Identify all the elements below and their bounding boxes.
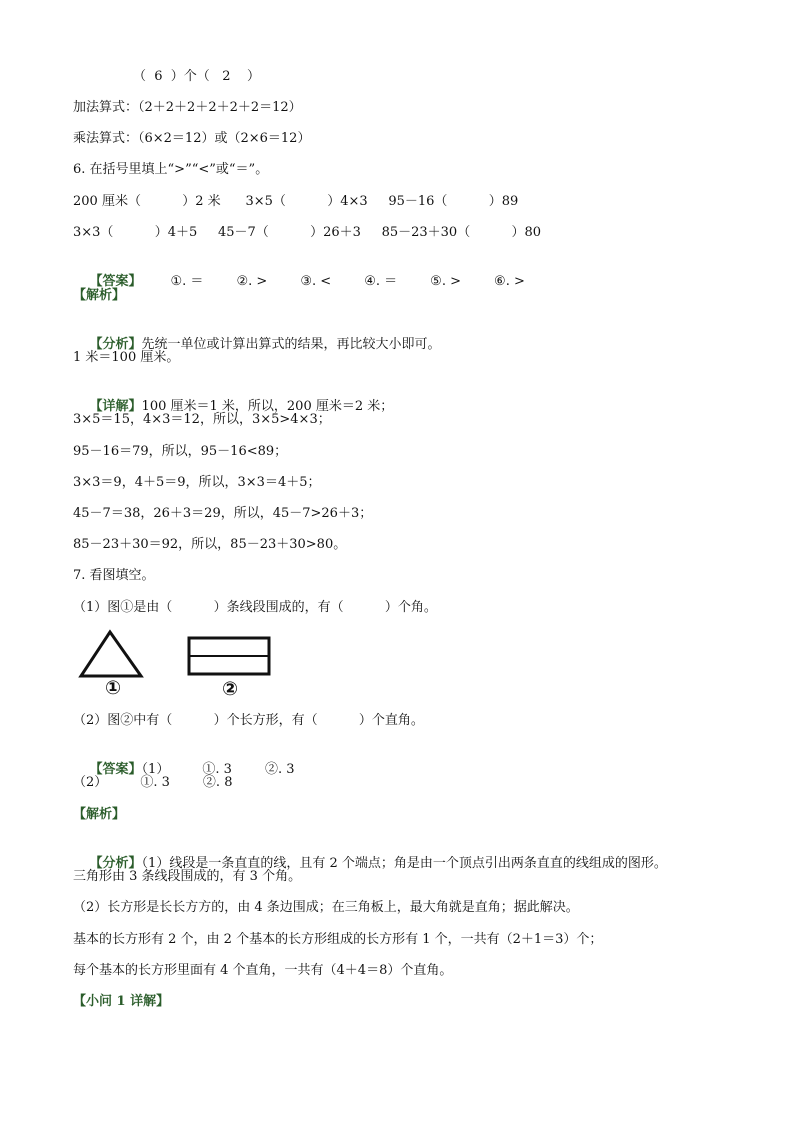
- answer-groups: （ 6 ）个（ 2 ）: [133, 69, 260, 84]
- addition-formula: 加法算式：（2＋2＋2＋2＋2＋2＝12）: [73, 100, 302, 115]
- fenxi-tag: 【分析】: [89, 337, 142, 352]
- q7-answer-1-text: （1） ①. 3 ②. 3: [141, 762, 295, 777]
- question-6-title: 6. 在括号里填上“>”“<”或“＝”。: [73, 162, 269, 177]
- q7-answer-2: （2） ①. 3 ②. 8: [73, 775, 233, 790]
- sub-question-1-detail-tag: 【小问 1 详解】: [73, 994, 170, 1009]
- q6-analysis: [73, 318, 441, 352]
- multiplication-formula: 乘法算式：（6×2＝12）或（2×6＝12）: [73, 131, 311, 146]
- triangle-figure: [81, 632, 141, 676]
- q6-detail-4: 3×3＝9，4＋5＝9，所以，3×3＝4＋5；: [73, 475, 321, 490]
- detail-tag: 【详解】: [89, 399, 142, 414]
- figure-2-label: ②: [221, 678, 239, 698]
- q6-answers: ①. ＝ ②. > ③. < ④. ＝ ⑤. > ⑥. >: [141, 274, 525, 289]
- q6-row-1: 200 厘米（ ）2 米 3×5（ ）4×3 95－16（ ）89: [73, 194, 519, 209]
- q6-answer-row: [73, 255, 525, 289]
- answer-tag: 【答案】: [89, 762, 142, 777]
- q7-figures: [78, 628, 288, 698]
- analysis-tag: 【解析】: [73, 807, 126, 822]
- q7-part-2: （2）图②中有（ ）个长方形，有（ ）个直角。: [73, 713, 424, 728]
- fenxi-tag: 【分析】: [89, 856, 142, 871]
- figures-drawing: [78, 628, 288, 698]
- q6-analysis-text: 先统一单位或计算出算式的结果，再比较大小即可。: [141, 337, 441, 352]
- q7-answer-1: [73, 743, 295, 777]
- q6-detail-5: 45－7＝38，26＋3＝29，所以，45－7>26＋3；: [73, 506, 373, 521]
- q6-detail-1: [73, 380, 394, 414]
- unit-conversion: 1 米＝100 厘米。: [73, 350, 180, 365]
- q6-detail-2: 3×5＝15，4×3＝12，所以，3×5>4×3；: [73, 412, 331, 427]
- q7-analysis-3: （2）长方形是长长方方的，由 4 条边围成；在三角板上，最大角就是直角；据此解决。: [73, 900, 579, 915]
- q6-detail-1-text: 100 厘米＝1 米，所以，200 厘米＝2 米；: [141, 399, 394, 414]
- q7-analysis-2: 三角形由 3 条线段围成的，有 3 个角。: [73, 869, 302, 884]
- figure-1-label: ①: [104, 677, 122, 698]
- q7-analysis-1-text: （1）线段是一条直直的线，且有 2 个端点；角是由一个顶点引出两条直直的线组成的图形。: [141, 856, 667, 871]
- q7-part-1: （1）图①是由（ ）条线段围成的，有（ ）个角。: [73, 600, 437, 615]
- q7-analysis-1: [73, 837, 667, 871]
- analysis-tag: 【解析】: [73, 288, 126, 303]
- q7-analysis-5: 每个基本的长方形里面有 4 个直角，一共有（4＋4＝8）个直角。: [73, 963, 453, 978]
- question-7-title: 7. 看图填空。: [73, 568, 155, 583]
- q7-analysis-4: 基本的长方形有 2 个，由 2 个基本的长方形组成的长方形有 1 个，一共有（2＋1＝3）个；: [73, 932, 603, 947]
- q6-detail-3: 95－16＝79，所以，95－16<89；: [73, 444, 288, 459]
- answer-tag: 【答案】: [89, 274, 142, 289]
- q6-detail-6: 85－23＋30＝92，所以，85－23＋30>80。: [73, 537, 347, 552]
- q6-row-2: 3×3（ ）4＋5 45－7（ ）26＋3 85－23＋30（ ）80: [73, 225, 542, 240]
